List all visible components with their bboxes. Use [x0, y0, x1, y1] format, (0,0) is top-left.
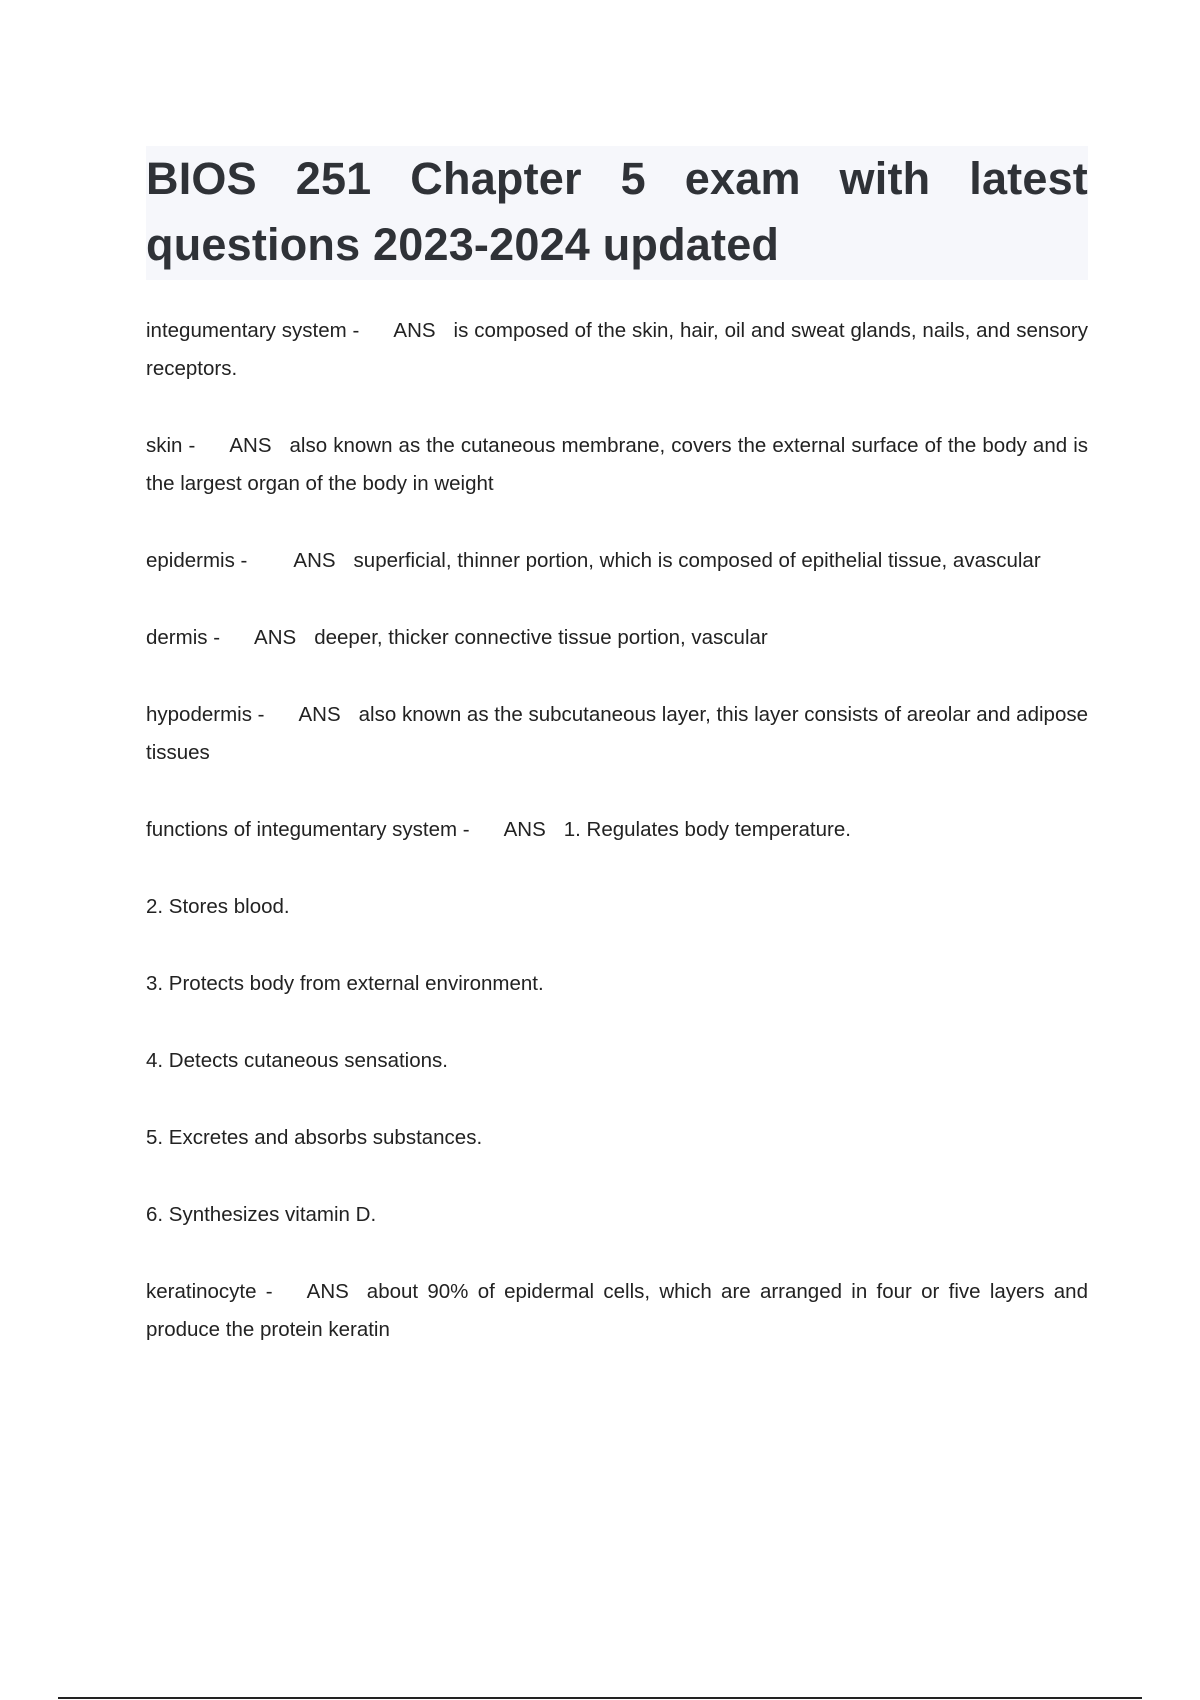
entry-term: integumentary system - [146, 319, 360, 342]
title-line-1: BIOS 251 Chapter 5 exam with latest [146, 153, 1088, 204]
entry-term: hypodermis - [146, 703, 265, 726]
entry-term: functions of integumentary system - [146, 818, 470, 841]
qa-entry [146, 1273, 1088, 1349]
qa-entry [146, 427, 1088, 503]
entry-answer: is composed of the skin, hair, oil and sweat glands, nails, and sensory receptors. [146, 319, 1088, 380]
entry-answer: also known as the subcutaneous layer, this layer consists of areolar and adipose tissues [146, 703, 1088, 764]
entry-answer: 1. Regulates body temperature. [563, 818, 851, 841]
title-banner [146, 146, 1088, 280]
title-line-2: questions 2023-2024 updated [146, 219, 780, 270]
list-item: 5. Excretes and absorbs substances. [146, 1126, 483, 1149]
footer-divider [58, 1697, 1142, 1699]
qa-entry [146, 542, 1088, 580]
ans-label: ANS [254, 626, 297, 649]
qa-entry [146, 696, 1088, 772]
ans-label: ANS [298, 703, 341, 726]
ans-label: ANS [503, 818, 546, 841]
qa-entry [146, 811, 1088, 849]
ans-label: ANS [229, 434, 272, 457]
entry-term: dermis - [146, 626, 221, 649]
entry-term: epidermis - [146, 549, 248, 572]
qa-entry [146, 619, 1088, 657]
list-item: 4. Detects cutaneous sensations. [146, 1049, 448, 1072]
document-body [146, 312, 1088, 1388]
entry-term: skin - [146, 434, 196, 457]
entry-term: keratinocyte - [146, 1280, 273, 1303]
document-title [146, 146, 1088, 278]
qa-entry [146, 312, 1088, 388]
entry-answer: also known as the cutaneous membrane, covers the external surface of the body and is the largest organ of the body in weight [146, 434, 1089, 495]
ans-label: ANS [393, 319, 436, 342]
list-item: 3. Protects body from external environment. [146, 972, 544, 995]
list-item: 2. Stores blood. [146, 895, 290, 918]
entry-answer: superficial, thinner portion, which is composed of epithelial tissue, avascular [353, 549, 1041, 572]
entry-answer: deeper, thicker connective tissue portion, vascular [314, 626, 768, 649]
ans-label: ANS [293, 549, 336, 572]
ans-label: ANS [306, 1280, 349, 1303]
entry-answer: about 90% of epidermal cells, which are arranged in four or five layers and produce the protein keratin [146, 1280, 1088, 1341]
list-item: 6. Synthesizes vitamin D. [146, 1203, 377, 1226]
